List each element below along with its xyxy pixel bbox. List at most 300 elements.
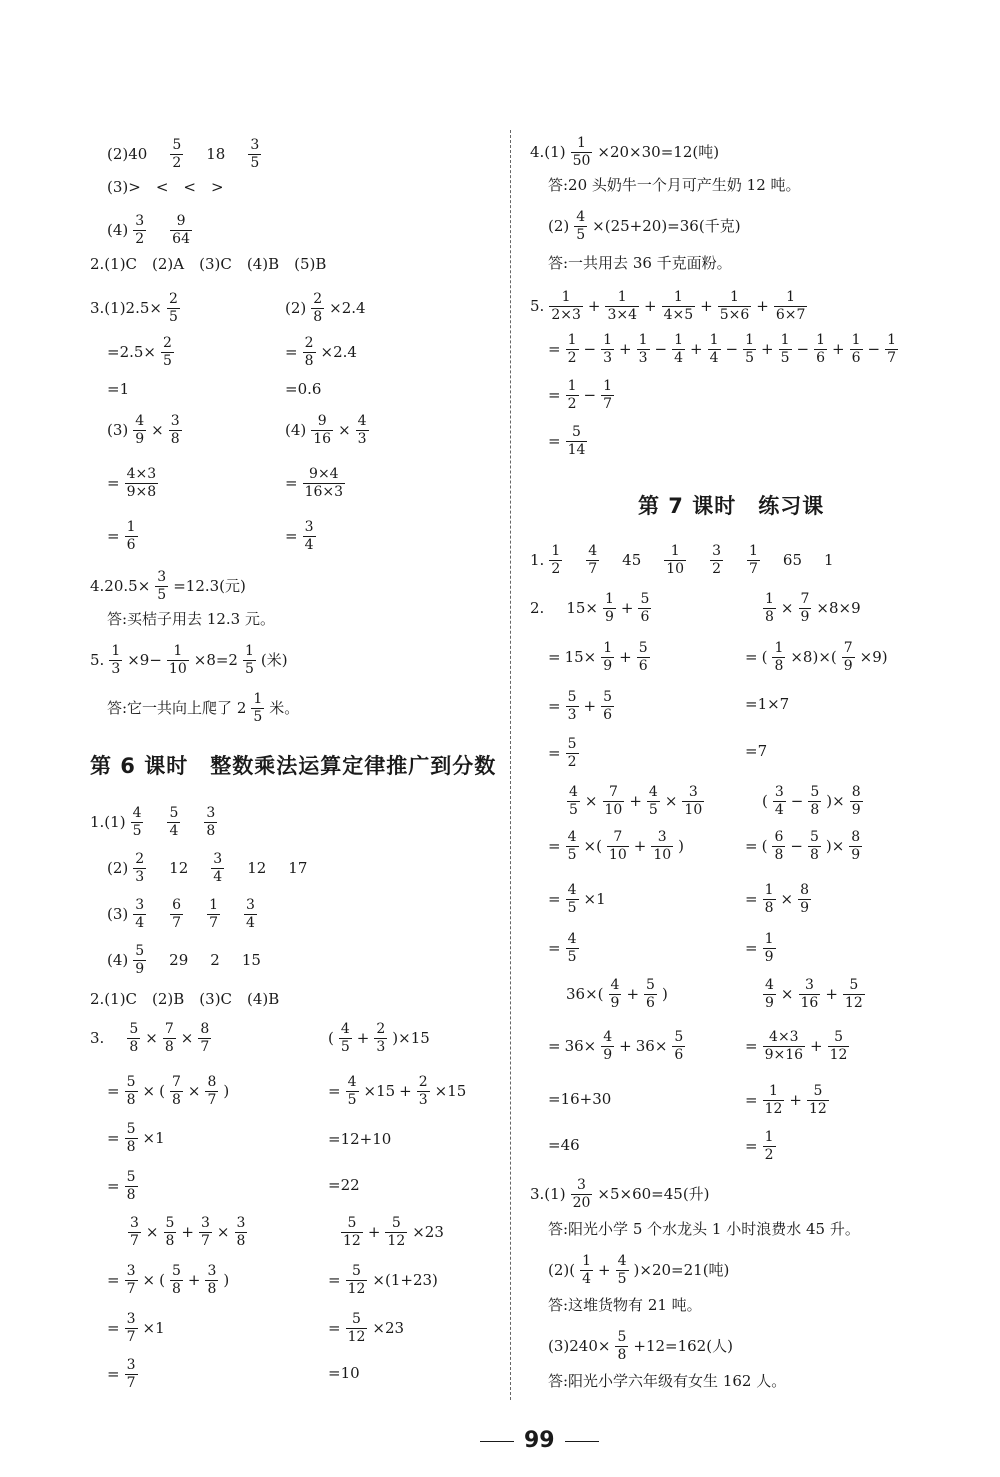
numerator: 1 — [577, 135, 586, 151]
fraction — [885, 333, 898, 365]
denominator: 8 — [809, 846, 819, 863]
fraction — [607, 830, 629, 862]
numerator: 1 — [764, 882, 774, 898]
numerator: 3 — [207, 1263, 217, 1279]
numerator: 5 — [129, 1021, 139, 1037]
numerator: 1 — [111, 643, 121, 659]
denominator: 3 — [111, 660, 121, 677]
numerator: 9×4 — [309, 466, 339, 482]
fraction — [339, 1022, 352, 1054]
q3-4-result: = $\frac{3}{4}$ — [285, 519, 314, 553]
denominator: 12 — [764, 1100, 783, 1117]
fraction — [763, 1030, 805, 1062]
denominator: 5 — [132, 822, 142, 839]
fraction — [651, 830, 673, 862]
fraction — [566, 690, 579, 722]
denominator: 5 — [576, 226, 586, 243]
fraction — [601, 333, 614, 365]
denominator: 2 — [764, 1146, 774, 1163]
denominator: 8 — [765, 608, 774, 625]
denominator: 5 — [244, 660, 254, 677]
column-divider — [510, 130, 511, 1400]
q3-3-line: (3) $\frac{4}{9}$ × $\frac{3}{8}$ — [107, 413, 180, 447]
fraction — [672, 333, 685, 365]
numerator: 1 — [603, 332, 612, 348]
numerator: 4 — [135, 413, 145, 429]
denominator: 8 — [810, 801, 820, 818]
fraction — [198, 1022, 211, 1054]
fraction — [799, 592, 812, 624]
denominator: 2 — [551, 560, 561, 577]
numerator: 2 — [376, 1021, 386, 1037]
denominator: 9 — [764, 948, 774, 965]
q1-4-line: (4) $\frac{3}{2}$ $\frac{9}{64}$ — [107, 213, 190, 247]
denominator: 8 — [617, 1346, 627, 1363]
numerator: 1 — [582, 1253, 592, 1269]
numerator: 3 — [774, 784, 784, 800]
l7-q2-d-result: = $\frac{1}{9}$ — [745, 931, 774, 965]
numerator: 5 — [674, 1029, 684, 1045]
numerator: 1 — [730, 289, 739, 305]
numerator: 5 — [169, 805, 179, 821]
numerator: 5 — [391, 1215, 401, 1231]
q3-2-line: (2) $\frac{2}{8}$ ×2.4 — [285, 291, 366, 325]
fraction — [763, 932, 776, 964]
numerator: 1 — [561, 289, 571, 305]
q3-2-result: =0.6 — [285, 380, 322, 398]
numerator: 4 — [765, 977, 774, 993]
denominator: 5×6 — [719, 306, 750, 323]
fraction — [601, 1030, 614, 1062]
q3-1-line: 3.(1)2.5× $\frac{2}{5}$ — [90, 291, 178, 325]
fraction — [708, 333, 721, 365]
numerator: 3 — [157, 569, 167, 585]
fraction — [167, 644, 189, 676]
numerator: 2 — [313, 291, 323, 307]
fraction — [603, 592, 616, 624]
denominator: 8 — [774, 657, 784, 674]
l7-q3-1: 3.(1) $\frac{3}{20}$ ×5×60=45(升) — [530, 1177, 710, 1211]
numerator: 3 — [201, 1215, 210, 1231]
l6-q3-d-result: =10 — [328, 1364, 360, 1382]
denominator: 8 — [207, 1280, 217, 1297]
denominator: 5 — [567, 899, 577, 916]
numerator: 5 — [126, 1121, 136, 1137]
l7-q2-f-step1: = $\frac{4\times 3}{9\times 16}$ + $\frac{5}{12}$ — [745, 1029, 848, 1063]
numerator: 1 — [551, 543, 561, 559]
denominator: 4 — [582, 1270, 592, 1287]
denominator: 8 — [171, 1091, 181, 1108]
denominator: 8 — [170, 430, 180, 447]
denominator: 7 — [200, 1038, 210, 1055]
fraction — [601, 690, 614, 722]
r-q4-1: 4.(1) $\frac{1}{50}$ ×20×30=12(吨) — [530, 135, 720, 169]
numerator: 3 — [170, 413, 180, 429]
denominator: 8 — [171, 1280, 181, 1297]
denominator: 8 — [165, 1232, 175, 1249]
fraction — [374, 1022, 387, 1054]
numerator: 3 — [246, 897, 255, 913]
fraction — [774, 290, 808, 322]
denominator: 9 — [851, 801, 861, 818]
l7-q2-e-result: =46 — [548, 1136, 580, 1154]
denominator: 8 — [764, 899, 774, 916]
fraction — [170, 138, 183, 170]
fraction — [567, 785, 580, 817]
fraction — [571, 136, 593, 168]
l6-q3-a-step1: = $\frac{5}{8}$ × ( $\frac{7}{8}$ × $\frac{8}{7}$ ) — [107, 1074, 230, 1108]
numerator: 2 — [418, 1074, 428, 1090]
numerator: 1 — [603, 378, 612, 394]
denominator: 12 — [829, 1046, 848, 1063]
numerator: 1 — [786, 289, 796, 305]
numerator: 3 — [130, 1215, 139, 1231]
numerator: 2 — [168, 291, 178, 307]
fraction — [662, 290, 696, 322]
numerator: 9 — [176, 213, 186, 229]
numerator: 1 — [617, 289, 627, 305]
fraction — [199, 1216, 212, 1248]
l7-q2-a: 2. 15× $\frac{1}{9}$ + $\frac{5}{6}$ — [530, 591, 650, 625]
denominator: 9 — [135, 960, 145, 977]
l6-q1-3: (3) $\frac{3}{4}$ $\frac{6}{7}$ $\frac{1}{7}$ $\frac{3}{4}$ — [107, 897, 255, 931]
numerator: 5 — [638, 640, 648, 656]
denominator: 4×5 — [663, 306, 694, 323]
denominator: 6×7 — [775, 306, 806, 323]
fraction — [718, 290, 752, 322]
l7-q3-3: (3)240× $\frac{5}{8}$ +12=162(人) — [548, 1329, 733, 1363]
l6-q1-2: (2) $\frac{2}{3}$ 12 $\frac{3}{4}$ 12 17 — [107, 851, 308, 885]
denominator: 6 — [816, 349, 825, 366]
denominator: 5 — [157, 586, 167, 603]
numerator: 5 — [352, 1263, 361, 1279]
numerator: 4 — [567, 829, 577, 845]
denominator: 6 — [640, 608, 650, 625]
l6-q3-c-step2: = $\frac{3}{7}$ ×1 — [107, 1311, 165, 1345]
q4-line: 4.20.5× $\frac{3}{5}$ =12.3(元) — [90, 569, 246, 603]
page-number: 99 — [470, 1428, 609, 1453]
q1-3-line: (3)> < < > — [107, 178, 224, 196]
q5-answer: 答:它一共向上爬了 2 $\frac{1}{5}$ 米。 — [107, 691, 300, 725]
l7-q3-1-answer: 答:阳光小学 5 个水龙头 1 小时浪费水 45 升。 — [548, 1220, 860, 1238]
fraction — [682, 785, 704, 817]
fraction — [346, 1264, 368, 1296]
denominator: 7 — [887, 349, 896, 366]
numerator: 1 — [673, 289, 683, 305]
denominator: 3 — [357, 430, 367, 447]
fraction — [244, 898, 257, 930]
numerator: 5 — [567, 689, 577, 705]
numerator: 7 — [608, 784, 618, 800]
q3-1-result: =1 — [107, 380, 130, 398]
l6-q3-b-step2: =12+10 — [328, 1130, 392, 1148]
fraction — [235, 1216, 248, 1248]
denominator: 4 — [135, 914, 145, 931]
denominator: 8 — [313, 308, 323, 325]
denominator: 9 — [800, 608, 810, 625]
denominator: 10 — [653, 846, 672, 863]
numerator: 1 — [887, 332, 896, 348]
fraction — [303, 336, 316, 368]
denominator: 2×3 — [551, 306, 581, 323]
denominator: 5 — [340, 1038, 350, 1055]
denominator: 5 — [567, 846, 577, 863]
numerator: 7 — [613, 829, 623, 845]
numerator: 2 — [163, 335, 172, 351]
fraction — [109, 644, 122, 676]
numerator: 3 — [688, 784, 698, 800]
denominator: 8 — [126, 1091, 136, 1108]
l7-q2-d: ( $\frac{3}{4}$ − $\frac{5}{8}$ )× $\frac{8}{9}$ — [762, 784, 861, 818]
denominator: 2 — [135, 230, 145, 247]
denominator: 8 — [304, 352, 314, 369]
denominator: 6 — [674, 1046, 684, 1063]
fraction — [615, 1330, 628, 1362]
denominator: 7 — [172, 914, 182, 931]
denominator: 16×3 — [304, 483, 344, 500]
fraction — [799, 978, 821, 1010]
numerator: 1 — [567, 332, 577, 348]
numerator: 5 — [617, 1329, 627, 1345]
fraction — [385, 1216, 407, 1248]
denominator: 5 — [569, 801, 578, 818]
numerator: 8 — [851, 784, 861, 800]
numerator: 2 — [304, 335, 314, 351]
fraction — [566, 333, 579, 365]
denominator: 9 — [603, 1046, 613, 1063]
denominator: 3 — [376, 1038, 386, 1055]
numerator: 4 — [569, 784, 578, 800]
numerator: 5 — [810, 784, 820, 800]
denominator: 5 — [567, 948, 577, 965]
denominator: 4 — [774, 801, 784, 818]
numerator: 4 — [588, 543, 598, 559]
fraction — [566, 883, 579, 915]
l7-q2-c: $\frac{4}{5}$ × $\frac{7}{10}$ + $\frac{4}{5}$ × $\frac{3}{10}$ — [569, 784, 703, 818]
denominator: 5 — [347, 1091, 357, 1108]
fraction — [647, 785, 660, 817]
numerator: 4×3 — [769, 1029, 799, 1045]
fraction — [664, 544, 686, 576]
numerator: 5 — [126, 1074, 136, 1090]
fraction — [586, 544, 599, 576]
numerator: 4 — [603, 1029, 613, 1045]
q5-line: 5. $\frac{1}{3}$ ×9− $\frac{1}{10}$ ×8=2 $\frac{1}{5}$ (米) — [90, 643, 288, 677]
l7-q3-3-answer: 答:阳光小学六年级有女生 162 人。 — [548, 1372, 787, 1390]
fraction — [341, 1216, 363, 1248]
denominator: 3 — [418, 1091, 428, 1108]
l7-q2-f-step2: = $\frac{1}{12}$ + $\frac{5}{12}$ — [745, 1083, 827, 1117]
fraction — [601, 379, 614, 411]
numerator: 8 — [207, 1074, 217, 1090]
q3-4-line: (4) $\frac{9}{16}$ × $\frac{4}{3}$ — [285, 413, 367, 447]
numerator: 9 — [317, 413, 327, 429]
denominator: 9 — [603, 657, 613, 674]
numerator: 7 — [800, 591, 810, 607]
fraction — [763, 592, 776, 624]
fraction — [843, 978, 865, 1010]
numerator: 1 — [745, 332, 754, 348]
denominator: 7 — [126, 1280, 136, 1297]
denominator: 5 — [253, 708, 263, 725]
r-q4-2: (2) $\frac{4}{5}$ ×(25+20)=36(千克) — [548, 209, 741, 243]
fraction — [850, 785, 863, 817]
denominator: 5 — [648, 801, 658, 818]
numerator: 5 — [572, 424, 581, 440]
q1-2-line: (2)40 $\frac{5}{2}$ 18 $\frac{3}{5}$ — [107, 137, 260, 171]
denominator: 12 — [347, 1280, 366, 1297]
denominator: 4 — [304, 536, 314, 553]
numerator: 4 — [648, 784, 658, 800]
l6-q3-d-step2: = $\frac{5}{12}$ ×23 — [328, 1311, 405, 1345]
numerator: 6 — [774, 829, 784, 845]
denominator: 2 — [567, 753, 577, 770]
numerator: 1 — [244, 643, 254, 659]
numerator: 5 — [813, 1083, 823, 1099]
numerator: 1 — [173, 643, 183, 659]
fraction — [637, 641, 650, 673]
denominator: 7 — [126, 1328, 136, 1345]
fraction — [763, 978, 776, 1010]
denominator: 7 — [130, 1232, 139, 1249]
numerator: 5 — [347, 1215, 357, 1231]
fraction — [638, 592, 651, 624]
denominator: 6 — [638, 657, 648, 674]
l6-q3-b-result: =22 — [328, 1176, 360, 1194]
r-q4-2-answer: 答:一共用去 36 千克面粉。 — [548, 254, 732, 272]
l7-q2-b-step2: =1×7 — [745, 695, 790, 713]
fraction — [163, 1022, 176, 1054]
numerator: 5 — [165, 1215, 175, 1231]
numerator: 5 — [135, 943, 145, 959]
numerator: 8 — [200, 1021, 210, 1037]
fraction — [356, 414, 369, 446]
numerator: 1 — [709, 332, 719, 348]
l7-q3-2-answer: 答:这堆货物有 21 吨。 — [548, 1296, 702, 1314]
q3-4-step: = $\frac{9\times 4}{16\times 3}$ — [285, 466, 344, 500]
fraction — [205, 1075, 218, 1107]
r-q5: 5. $\frac{1}{2\times 3}$ + $\frac{1}{3\times 4}$ + $\frac{1}{4\times 5}$ + $\frac{1}{5\times 6}$ + $\frac{1}{6\times 7}$ — [530, 289, 806, 323]
fraction — [672, 1030, 685, 1062]
fraction — [248, 138, 261, 170]
denominator: 4 — [246, 914, 255, 931]
denominator: 10 — [666, 560, 685, 577]
r-q5-result: = $\frac{5}{14}$ — [548, 424, 586, 458]
l7-q2-e-step1: = 36× $\frac{4}{9}$ + 36× $\frac{5}{6}$ — [548, 1029, 684, 1063]
denominator: 3×4 — [607, 306, 637, 323]
denominator: 10 — [604, 801, 623, 818]
denominator: 8 — [774, 846, 784, 863]
numerator: 3 — [126, 1263, 136, 1279]
numerator: 1 — [764, 931, 774, 947]
denominator: 12 — [387, 1232, 406, 1249]
fraction — [779, 333, 792, 365]
l7-q2-e: 36×( $\frac{4}{9}$ + $\frac{5}{6}$ ) — [566, 977, 668, 1011]
denominator: 9 — [604, 608, 614, 625]
fraction — [763, 1130, 776, 1162]
denominator: 6 — [851, 349, 861, 366]
fraction — [251, 692, 264, 724]
denominator: 9×16 — [764, 1046, 804, 1063]
l7-q2-b-step1: = ( $\frac{1}{8}$ ×8)×( $\frac{7}{9}$ ×9) — [745, 640, 888, 674]
fraction — [603, 785, 625, 817]
denominator: 8 — [129, 1038, 139, 1055]
numerator: 5 — [640, 591, 650, 607]
l7-q2-a-step2: = $\frac{5}{3}$ + $\frac{5}{6}$ — [548, 689, 612, 723]
numerator: 3 — [135, 897, 145, 913]
denominator: 6 — [603, 706, 612, 723]
l6-q3-c-step1: = $\frac{3}{7}$ × ( $\frac{5}{8}$ + $\frac{3}{8}$ ) — [107, 1263, 230, 1297]
fraction — [127, 1022, 140, 1054]
numerator: 1 — [674, 332, 683, 348]
fraction — [580, 1254, 593, 1286]
numerator: 1 — [774, 640, 784, 656]
l6-q3-d: $\frac{5}{12}$ + $\frac{5}{12}$ ×23 — [343, 1215, 444, 1249]
denominator: 10 — [608, 846, 627, 863]
numerator: 3 — [250, 137, 260, 153]
fraction — [566, 425, 588, 457]
fraction — [303, 520, 316, 552]
denominator: 9 — [851, 846, 861, 863]
denominator: 50 — [572, 152, 591, 169]
numerator: 4×3 — [126, 466, 157, 482]
numerator: 5 — [603, 689, 612, 705]
numerator: 1 — [209, 897, 219, 913]
fraction — [125, 1075, 138, 1107]
fraction — [828, 1030, 850, 1062]
denominator: 5 — [250, 154, 260, 171]
denominator: 8 — [126, 1186, 136, 1203]
r-q5-step2: = $\frac{1}{2}$ − $\frac{1}{7}$ — [548, 378, 612, 412]
fraction — [164, 1216, 177, 1248]
fraction — [763, 1084, 785, 1116]
r-q5-step1: = $\frac{1}{2}$ − $\frac{1}{3}$ + $\frac{1}{3}$ − $\frac{1}{4}$ + $\frac{1}{4}$ − $\frac{1}{5}$ + $\frac{1}{5}$ − $\frac{1}{6}$ + $\frac{1}{6}$ − $\frac{1}{7}$ — [548, 332, 896, 366]
fraction — [346, 1312, 368, 1344]
fraction — [605, 290, 639, 322]
numerator: 4 — [576, 209, 586, 225]
l6-q3-a: 3. $\frac{5}{8}$ × $\frac{7}{8}$ × $\frac{8}{7}$ — [90, 1021, 210, 1055]
l7-q2-c-step2: = $\frac{4}{5}$ ×1 — [548, 882, 606, 916]
fraction — [814, 333, 827, 365]
denominator: 8 — [236, 1232, 246, 1249]
q3-2-step: = $\frac{2}{8}$ ×2.4 — [285, 335, 357, 369]
numerator: 5 — [849, 977, 859, 993]
fraction — [772, 641, 785, 673]
denominator: 10 — [684, 801, 703, 818]
l6-q3-c: $\frac{3}{7}$ × $\frac{5}{8}$ + $\frac{3}{7}$ × $\frac{3}{8}$ — [130, 1215, 246, 1249]
numerator: 1 — [765, 591, 774, 607]
numerator: 5 — [126, 1169, 136, 1185]
l7-q2-c-result: = $\frac{4}{5}$ — [548, 931, 577, 965]
r-q4-1-answer: 答:20 头奶牛一个月可产生奶 12 吨。 — [548, 176, 801, 194]
fraction — [808, 785, 821, 817]
denominator: 7 — [209, 914, 219, 931]
l6-q1-1: 1.(1) $\frac{4}{5}$ $\frac{5}{4}$ $\frac{3}{8}$ — [90, 805, 216, 839]
fraction — [170, 1264, 183, 1296]
numerator: 5 — [834, 1029, 843, 1045]
q3-3-result: = $\frac{1}{6}$ — [107, 519, 136, 553]
fraction — [133, 944, 146, 976]
fraction — [125, 1358, 138, 1390]
fraction — [204, 806, 217, 838]
fraction — [125, 467, 159, 499]
numerator: 5 — [567, 736, 577, 752]
denominator: 20 — [572, 1194, 591, 1211]
denominator: 5 — [163, 352, 172, 369]
denominator: 5 — [168, 308, 178, 325]
denominator: 9 — [610, 994, 620, 1011]
l6-q3-c-result: = $\frac{3}{7}$ — [107, 1357, 136, 1391]
